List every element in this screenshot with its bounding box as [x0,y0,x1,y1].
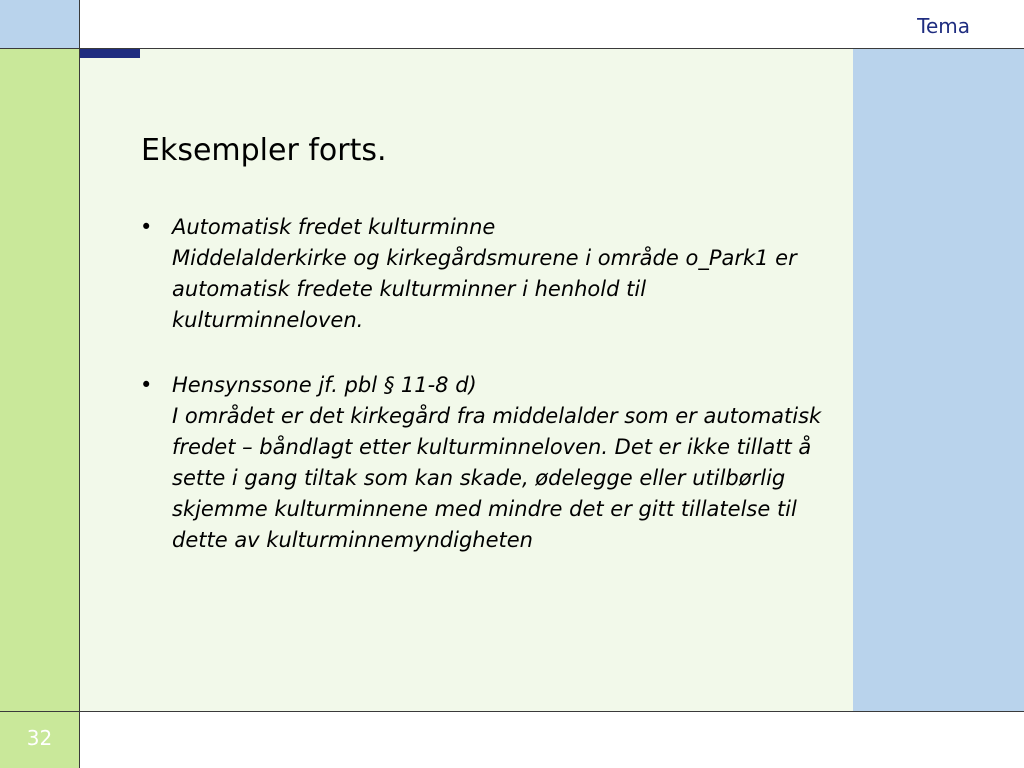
bullet-body: I området er det kirkegård fra middelalder som er automatisk fredet – båndlagt etter kulturminneloven. Det er ikke tillatt å sette i gang tiltak som kan skade, ødelegge eller utilbørlig skjemme kulturminnene med mindre det er gitt tillatelse til dette av kulturminnemyndigheten [172,404,822,552]
top-left-block [0,0,79,48]
bullet-icon: • [140,373,153,397]
header-divider [0,48,1024,49]
page-number: 32 [26,726,53,750]
header-bar [80,0,1024,48]
accent-bar [80,49,140,58]
content-panel-top [140,49,853,58]
bullet-item [140,370,830,556]
left-sidebar-panel [0,49,79,711]
bullet-list [140,212,830,590]
footer-divider [0,711,1024,712]
right-sidebar-panel [853,49,1024,711]
bullet-icon: • [140,215,153,239]
header-label: Tema [917,14,970,38]
bullet-item [140,212,830,336]
vertical-divider [79,0,80,768]
slide-title: Eksempler forts. [141,133,387,168]
bullet-body: Middelalderkirke og kirkegårdsmurene i område o_Park1 er automatisk fredete kulturminner i henhold til kulturminneloven. [172,246,797,332]
footer-bar [80,712,1024,768]
bullet-heading: Hensynssone jf. pbl § 11-8 d) [172,373,477,397]
bullet-heading: Automatisk fredet kulturminne [172,215,496,239]
